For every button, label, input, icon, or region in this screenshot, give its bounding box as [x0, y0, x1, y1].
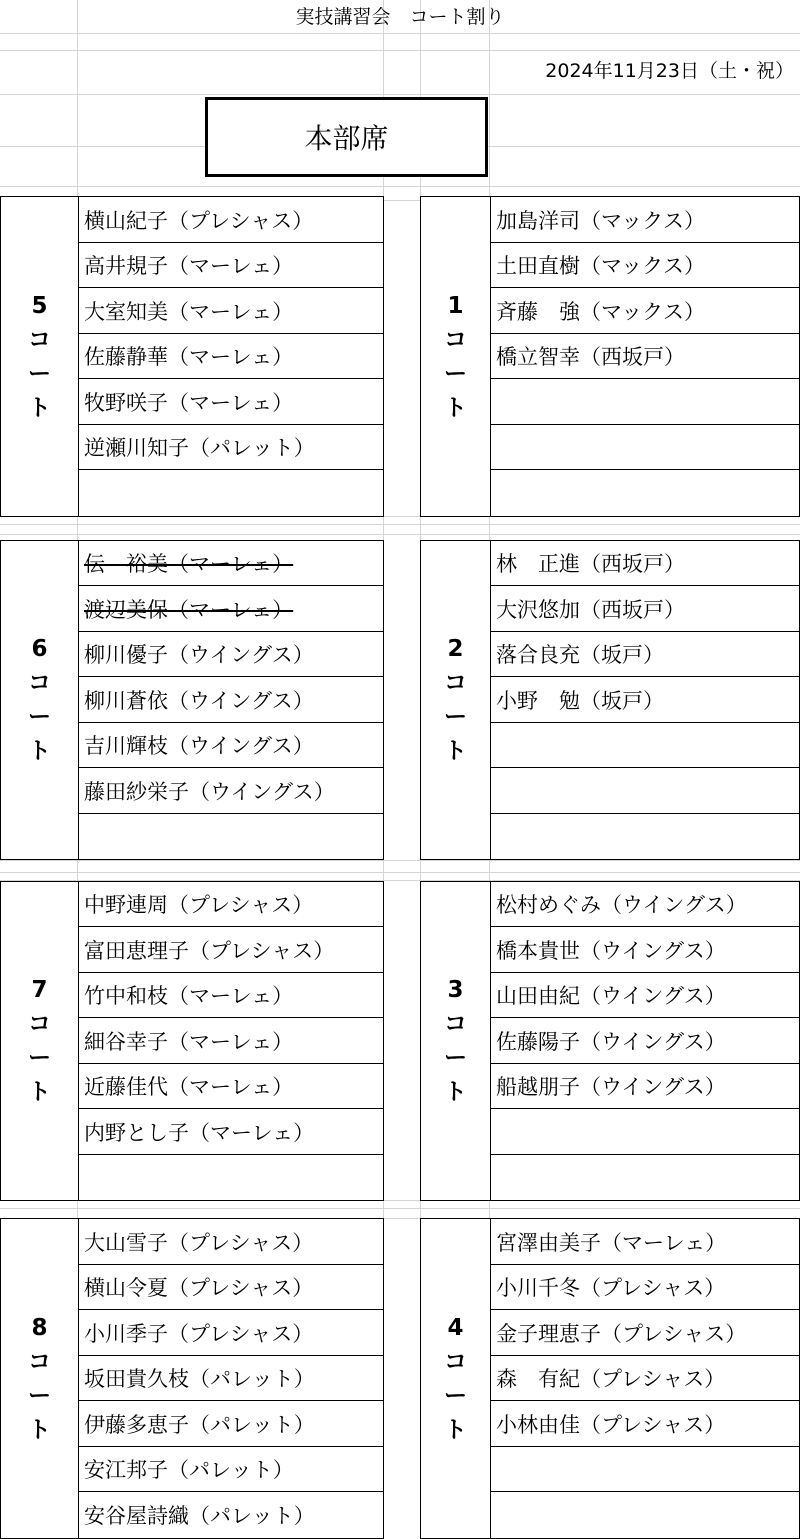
player-cell[interactable]: 近藤佳代（マーレェ）	[79, 1064, 383, 1109]
court-label-char: コ	[444, 670, 467, 696]
empty-cell[interactable]	[491, 768, 799, 814]
player-cell[interactable]: 横山紀子（プレシャス）	[79, 197, 383, 243]
court-7-label	[1, 882, 79, 1200]
court-4-block	[420, 1218, 800, 1539]
event-date: 2024年11月23日（土・祝）	[545, 60, 794, 82]
player-cell[interactable]: 林 正進（西坂戸）	[491, 541, 799, 586]
court-3-block	[420, 881, 800, 1201]
court-2-block	[420, 540, 800, 860]
player-cell[interactable]: 伊藤多恵子（パレット）	[79, 1401, 383, 1447]
player-cell[interactable]: 吉川輝枝（ウイングス）	[79, 723, 383, 768]
court-label-char: 5	[31, 292, 48, 319]
court-label-char: 2	[447, 636, 464, 662]
court-label-char: 6	[31, 636, 48, 662]
court-2-label	[421, 541, 491, 859]
headquarters-label: 本部席	[304, 122, 389, 155]
player-cell[interactable]: 細谷幸子（マーレェ）	[79, 1018, 383, 1064]
court-label-char: 7	[31, 977, 48, 1003]
empty-cell[interactable]	[79, 814, 383, 859]
court-label-char: コ	[444, 1348, 467, 1375]
court-label-char: ト	[28, 1416, 51, 1443]
court-3-label	[421, 882, 491, 1200]
court-1-label	[421, 197, 491, 516]
court-label-char: ー	[28, 1382, 51, 1409]
player-cell[interactable]: 大山雪子（プレシャス）	[79, 1219, 383, 1265]
court-label-char: ー	[444, 1382, 467, 1409]
player-cell[interactable]: 佐藤静華（マーレェ）	[79, 334, 383, 379]
player-cell[interactable]: 渡辺美保（マーレェ）	[79, 586, 383, 632]
court-label-char: ト	[444, 394, 467, 421]
court-label-char: 4	[447, 1314, 464, 1341]
gridline	[0, 872, 800, 873]
gridline	[0, 186, 800, 187]
court-label-char: ト	[444, 738, 467, 764]
player-cell[interactable]: 金子理恵子（プレシャス）	[491, 1310, 799, 1356]
empty-cell[interactable]	[491, 814, 799, 859]
player-cell[interactable]: 富田恵理子（プレシャス）	[79, 927, 383, 973]
court-label-char: 8	[31, 1314, 48, 1341]
court-label-char: ー	[28, 360, 51, 387]
court-8-block	[0, 1218, 384, 1539]
court-label-char: ー	[444, 360, 467, 387]
player-cell[interactable]: 伝 裕美（マーレェ）	[79, 541, 383, 586]
court-label-char: コ	[28, 326, 51, 353]
court-label-char: コ	[28, 670, 51, 696]
court-8-label	[1, 1219, 79, 1538]
player-cell[interactable]: 小川千冬（プレシャス）	[491, 1265, 799, 1310]
player-cell[interactable]: 横山令夏（プレシャス）	[79, 1265, 383, 1310]
player-cell[interactable]: 小川季子（プレシャス）	[79, 1310, 383, 1356]
player-cell[interactable]: 佐藤陽子（ウイングス）	[491, 1018, 799, 1064]
gridline	[0, 94, 800, 95]
gridline	[0, 860, 800, 861]
player-cell[interactable]: 高井規子（マーレェ）	[79, 243, 383, 288]
empty-cell[interactable]	[491, 1492, 799, 1538]
court-label-char: ー	[444, 1045, 467, 1071]
empty-cell[interactable]	[491, 723, 799, 768]
court-4-label	[421, 1219, 491, 1538]
player-cell[interactable]: 橋立智幸（西坂戸）	[491, 334, 799, 379]
empty-cell[interactable]	[79, 470, 383, 516]
headquarters-box	[205, 97, 488, 177]
court-label-char: コ	[28, 1011, 51, 1037]
court-label-char: ト	[444, 1416, 467, 1443]
player-cell[interactable]: 宮澤由美子（マーレェ）	[491, 1219, 799, 1265]
court-7-block	[0, 881, 384, 1201]
court-label-char: コ	[28, 1348, 51, 1375]
player-cell[interactable]: 竹中和枝（マーレェ）	[79, 973, 383, 1018]
player-cell[interactable]: 小野 勉（坂戸）	[491, 677, 799, 723]
player-cell[interactable]: 森 有紀（プレシャス）	[491, 1356, 799, 1401]
player-cell[interactable]: 落合良充（坂戸）	[491, 632, 799, 677]
empty-cell[interactable]	[79, 1155, 383, 1200]
player-cell[interactable]: 逆瀬川知子（パレット）	[79, 425, 383, 470]
court-5-block	[0, 196, 384, 517]
court-5-label	[1, 197, 79, 516]
court-6-block	[0, 540, 384, 860]
court-label-char: ト	[28, 738, 51, 764]
page-title: 実技講習会 コート割り	[295, 6, 505, 28]
player-cell[interactable]: 安谷屋詩織（パレット）	[84, 1504, 315, 1528]
empty-cell[interactable]	[491, 425, 799, 470]
empty-cell[interactable]	[491, 379, 799, 425]
empty-cell[interactable]	[491, 1447, 799, 1492]
player-cell[interactable]: 山田由紀（ウイングス）	[491, 973, 799, 1018]
court-label-char: 1	[447, 292, 464, 319]
player-cell[interactable]: 柳川優子（ウイングス）	[79, 632, 383, 677]
gridline	[0, 1208, 800, 1209]
court-1-block	[420, 196, 800, 517]
player-cell[interactable]: 小林由佳（プレシャス）	[491, 1401, 799, 1447]
empty-cell[interactable]	[491, 1155, 799, 1200]
court-label-char: 3	[447, 977, 464, 1003]
player-cell[interactable]: 土田直樹（マックス）	[491, 243, 799, 288]
player-cell[interactable]: 加島洋司（マックス）	[491, 197, 799, 243]
player-cell[interactable]: 中野連周（プレシャス）	[79, 882, 383, 927]
player-cell[interactable]: 大室知美（マーレェ）	[79, 288, 383, 334]
player-cell[interactable]: 内野とし子（マーレェ）	[79, 1109, 383, 1155]
court-label-char: コ	[444, 326, 467, 353]
player-cell[interactable]: 大沢悠加（西坂戸）	[491, 586, 799, 632]
player-cell[interactable]: 藤田紗栄子（ウイングス）	[79, 768, 383, 814]
empty-cell[interactable]	[491, 470, 799, 516]
player-cell[interactable]: 松村めぐみ（ウイングス）	[491, 882, 799, 927]
player-cell[interactable]: 柳川蒼依（ウイングス）	[79, 677, 383, 723]
player-cell[interactable]: 牧野咲子（マーレェ）	[79, 379, 383, 425]
gridline	[0, 33, 800, 34]
court-6-label	[1, 541, 79, 859]
gridline	[0, 524, 800, 525]
court-label-char: ー	[444, 704, 467, 730]
court-label-char: ト	[28, 394, 51, 421]
player-cell[interactable]: 坂田貴久枝（パレット）	[79, 1356, 383, 1401]
empty-cell[interactable]	[491, 1109, 799, 1155]
court-label-char: ー	[28, 1045, 51, 1071]
player-cell[interactable]: 安江邦子（パレット）	[79, 1447, 383, 1492]
court-label-char: ト	[444, 1079, 467, 1105]
court-label-char: コ	[444, 1011, 467, 1037]
player-cell[interactable]: 橋本貴世（ウイングス）	[491, 927, 799, 973]
gridline	[0, 534, 800, 535]
court-label-char: ー	[28, 704, 51, 730]
player-cell[interactable]: 斉藤 強（マックス）	[491, 288, 799, 334]
court-label-char: ト	[28, 1079, 51, 1105]
gridline	[0, 50, 800, 51]
player-cell[interactable]: 船越朋子（ウイングス）	[491, 1064, 799, 1109]
